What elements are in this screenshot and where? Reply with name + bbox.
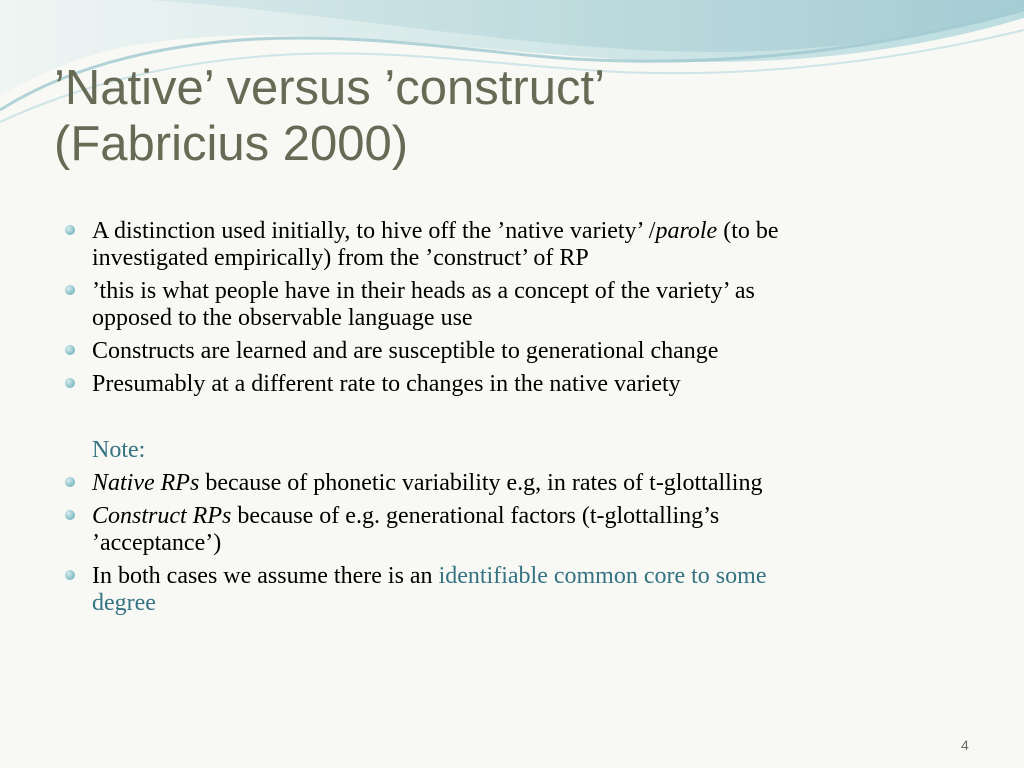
bullet-item [0, 218, 1024, 272]
highlighted-phrase: degree [92, 590, 156, 616]
bullet-line: Presumably at a different rate to changes in the native variety [92, 371, 681, 397]
bullet-line: Constructs are learned and are susceptible to generational change [92, 338, 719, 364]
bullet-dot-icon [65, 570, 75, 580]
bullet-item [0, 470, 1024, 497]
note-label: Note: [92, 437, 146, 463]
slide-title-line-1: ’Native’ versus ’construct’ [54, 61, 605, 115]
bullet-dot-icon [65, 345, 75, 355]
bullet-dot-icon [65, 225, 75, 235]
bullet-line: investigated empirically) from the ’construct’ of RP [92, 245, 589, 271]
bullet-line: ’acceptance’) [92, 530, 222, 556]
slide-body [0, 218, 1024, 623]
bullet-line: opposed to the observable language use [92, 305, 473, 331]
bullet-text: because of phonetic variability e.g, in rates of t-glottalling [199, 470, 763, 496]
bullet-text: because of e.g. generational factors (t-glottalling’s [231, 503, 720, 529]
page-number: 4 [961, 737, 969, 753]
bullet-italic-term: Construct RPs [92, 503, 232, 529]
bullet-line [92, 563, 964, 590]
bullet-text: A distinction used initially, to hive off the ’native variety’ / [92, 218, 656, 244]
highlighted-phrase: identifiable common core to some [438, 563, 767, 589]
bullet-item [0, 278, 1024, 332]
bullet-line [92, 503, 964, 530]
bullet-line: ’this is what people have in their heads as a concept of the variety’ as [92, 278, 755, 304]
bullet-item [0, 371, 1024, 398]
bullet-text: In both cases we assume there is an [92, 563, 439, 589]
bullet-dot-icon [65, 378, 75, 388]
bullet-text: (to be [717, 218, 779, 244]
bullet-line [92, 470, 964, 497]
bullet-item [0, 503, 1024, 557]
bullet-italic-term: Native RPs [92, 470, 200, 496]
bullet-italic-term: parole [655, 218, 718, 244]
slide-title [54, 60, 974, 172]
bullet-line [92, 218, 964, 245]
bullet-dot-icon [65, 477, 75, 487]
bullet-item [0, 563, 1024, 617]
slide-title-line-2: (Fabricius 2000) [54, 117, 409, 171]
bullet-dot-icon [65, 285, 75, 295]
bullet-item [0, 338, 1024, 365]
bullet-dot-icon [65, 510, 75, 520]
